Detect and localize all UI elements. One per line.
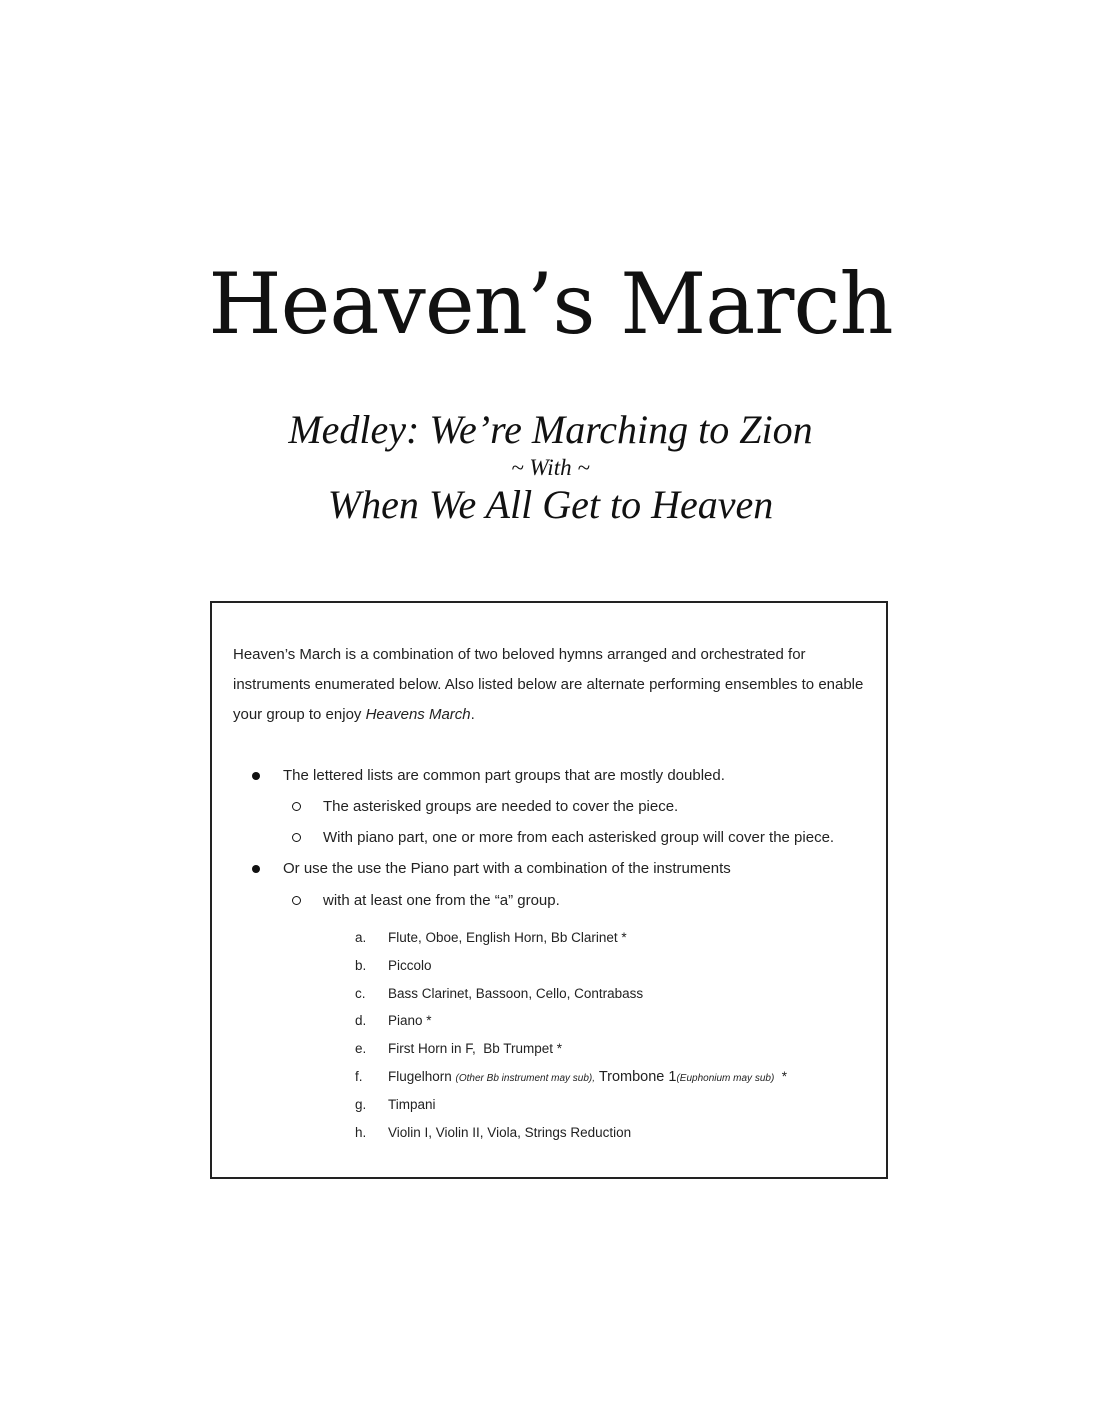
sub-bullet-text: with at least one from the “a” group. (323, 892, 560, 909)
group-text: First Horn in F, Bb Trumpet * (388, 1041, 563, 1057)
bullet-circle-icon (292, 802, 301, 811)
group-text-2: Trombone 1 (595, 1068, 677, 1085)
bullet-dot-icon (252, 865, 260, 873)
group-letter: g. (355, 1096, 367, 1112)
bullet-item (212, 763, 886, 794)
description-box (210, 601, 888, 1179)
group-item-g (212, 1093, 886, 1121)
bullet-text: The lettered lists are common part groups that are mostly doubled. (283, 767, 725, 784)
group-note-2: (Euphonium may sub) (676, 1072, 775, 1084)
intro-text: Heaven’s March is a combination of two beloved hymns arranged and orchestrated for instruments enumerated below. Also listed below are alternate performing ensembles to enable your group to enjoy (233, 646, 864, 723)
group-letter: c. (355, 985, 366, 1001)
instrument-group-list (212, 926, 886, 1148)
bullet-circle-icon (292, 833, 301, 842)
group-letter: b. (355, 957, 367, 973)
subtitle-line-2: When We All Get to Heaven (327, 482, 774, 527)
group-text-compound (388, 1069, 787, 1085)
bullet-text: Or use the use the Piano part with a combination of the instruments (283, 860, 731, 877)
page-title: Heaven’s March (208, 255, 893, 353)
subtitle-with: ~ With ~ (511, 455, 590, 480)
intro-end: . (470, 706, 475, 723)
group-text: Piccolo (388, 957, 432, 973)
sub-bullet-item (212, 825, 886, 856)
sub-bullet-text: With piano part, one or more from each asterisked group will cover the piece. (323, 829, 835, 846)
sub-bullet-text: The asterisked groups are needed to cover the piece. (323, 798, 679, 815)
group-item-d (212, 1009, 886, 1037)
bullet-item (212, 856, 886, 888)
group-asterisk: * (774, 1068, 788, 1084)
group-text: Bass Clarinet, Bassoon, Cello, Contrabass (388, 985, 644, 1001)
subtitle-block (0, 405, 1101, 529)
subtitle-line-1: Medley: We’re Marching to Zion (288, 407, 813, 452)
group-item-f (212, 1065, 886, 1093)
group-letter: a. (355, 930, 367, 945)
intro-italic-title: Heavens March (365, 706, 471, 723)
intro-paragraph (233, 640, 873, 730)
group-item-e (212, 1037, 886, 1065)
group-letter: h. (355, 1124, 367, 1140)
group-note: (Other Bb instrument may sub), (455, 1072, 596, 1084)
sub-bullet-item (212, 794, 886, 825)
group-item-h (212, 1121, 886, 1149)
group-text: Flugelhorn (388, 1068, 456, 1084)
group-item-a (212, 926, 886, 954)
group-item-b (212, 954, 886, 982)
bullet-circle-icon (292, 896, 301, 905)
group-item-c (212, 982, 886, 1010)
bullet-dot-icon (252, 772, 260, 780)
group-letter: f. (355, 1068, 363, 1084)
sub-bullet-item (212, 888, 886, 919)
group-text: Violin I, Violin II, Viola, Strings Reduction (388, 1124, 632, 1140)
group-text: Timpani (388, 1096, 436, 1112)
group-text: Flute, Oboe, English Horn, Bb Clarinet * (388, 930, 627, 945)
group-letter: d. (355, 1013, 367, 1029)
group-letter: e. (355, 1041, 367, 1057)
bullet-list (212, 763, 886, 919)
group-text: Piano * (388, 1013, 432, 1029)
